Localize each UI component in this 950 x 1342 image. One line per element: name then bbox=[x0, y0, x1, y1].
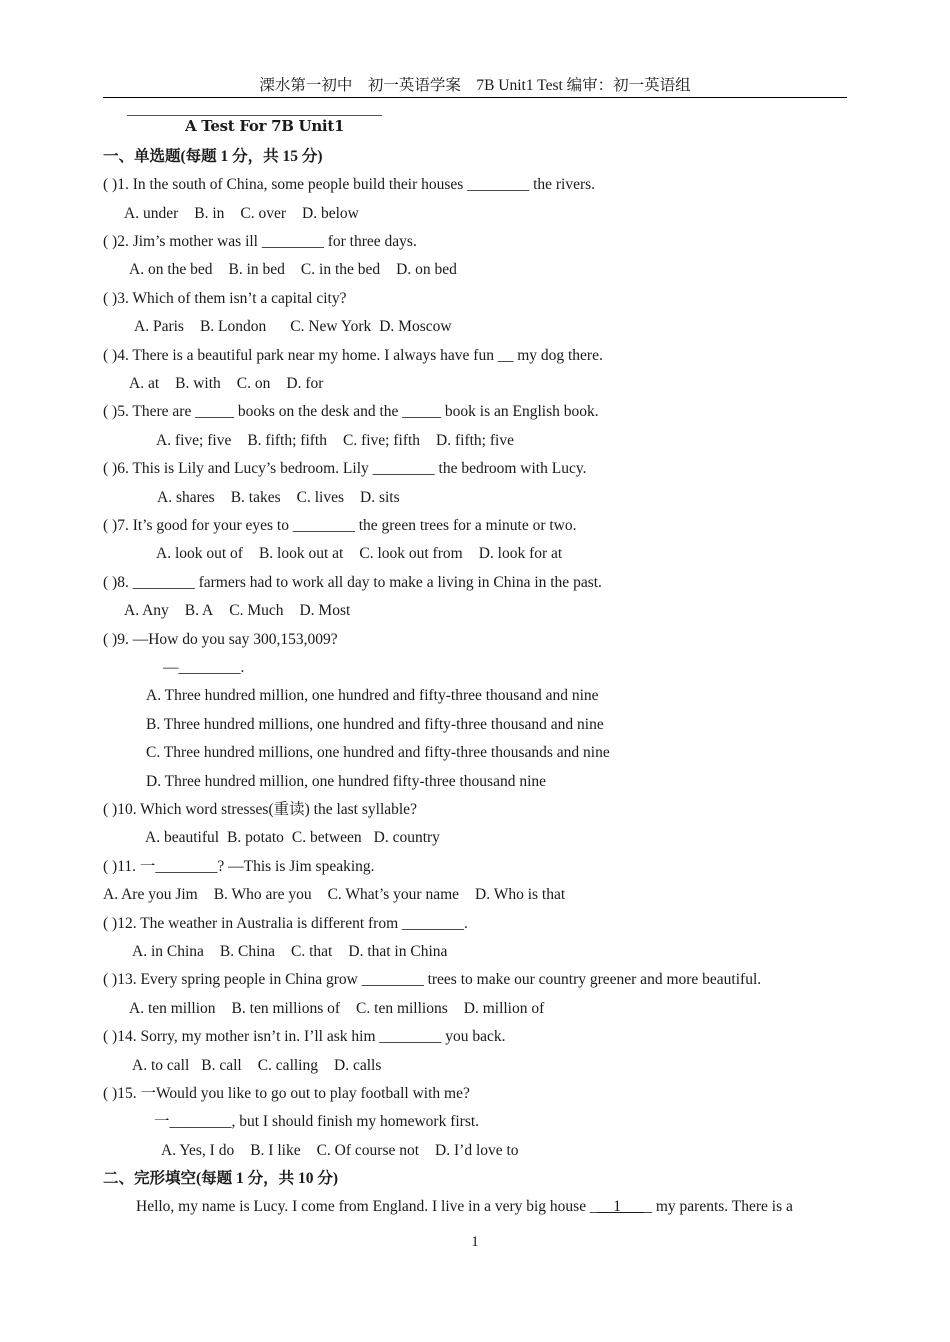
option-d: D. I’d love to bbox=[435, 1142, 519, 1159]
option-b: B. in bbox=[194, 205, 225, 222]
option-a: A. in China bbox=[132, 943, 204, 960]
option-a: A. Yes, I do bbox=[161, 1142, 235, 1159]
option-b: B. London bbox=[199, 318, 267, 335]
cloze-text-before: Hello, my name is Lucy. I come from England. I live in a very big house _ bbox=[136, 1198, 598, 1215]
question-14-options bbox=[132, 1056, 397, 1076]
option-d: D. below bbox=[302, 205, 359, 222]
question-9-response: —________. bbox=[163, 659, 245, 676]
option-b: B. A bbox=[184, 602, 214, 619]
option-c: C. that bbox=[291, 943, 333, 960]
question-13-options bbox=[129, 999, 560, 1019]
option-c: C. Much bbox=[229, 602, 284, 619]
option-d: D. on bed bbox=[396, 261, 457, 278]
question-4: ( )4. There is a beautiful park near my home. I always have fun __ my dog there. bbox=[103, 347, 603, 364]
question-6-options bbox=[157, 488, 416, 508]
option-b: B. takes bbox=[230, 489, 281, 506]
option-b: B. ten millions of bbox=[231, 1000, 341, 1017]
question-1: ( )1. In the south of China, some people build their houses ________ the rivers. bbox=[103, 176, 596, 193]
option-d: D. calls bbox=[334, 1057, 382, 1074]
question-2: ( )2. Jim’s mother was ill ________ for three days. bbox=[103, 233, 417, 250]
question-5-options bbox=[156, 431, 530, 451]
question-6: ( )6. This is Lily and Lucy’s bedroom. Lily ________ the bedroom with Lucy. bbox=[103, 460, 587, 477]
option-a: A. Are you Jim bbox=[103, 886, 198, 903]
question-15-response: 一________, but I should finish my homework first. bbox=[154, 1113, 480, 1130]
question-3: ( )3. Which of them isn’t a capital city? bbox=[103, 290, 347, 307]
option-a: A. shares bbox=[157, 489, 215, 506]
option-c: C. lives bbox=[296, 489, 344, 506]
option-d: D. country bbox=[373, 829, 440, 846]
option-a: A. under bbox=[124, 205, 179, 222]
option-d: D. for bbox=[286, 375, 324, 392]
option-c: C. five; fifth bbox=[342, 432, 421, 449]
option-c: C. between bbox=[291, 829, 362, 846]
option-c: C. ten millions bbox=[356, 1000, 448, 1017]
option-b: B. I like bbox=[250, 1142, 301, 1159]
option-b: B. China bbox=[219, 943, 276, 960]
cloze-blank-1: __1___ bbox=[597, 1198, 645, 1215]
question-12: ( )12. The weather in Australia is different from ________. bbox=[103, 915, 468, 932]
question-2-options bbox=[129, 260, 473, 280]
section-heading-cloze: 二、完形填空(每题 1 分，共 10 分) bbox=[103, 1170, 339, 1187]
option-d: D. million of bbox=[463, 1000, 545, 1017]
question-15: ( )15. 一Would you like to go out to play football with me? bbox=[103, 1085, 470, 1102]
question-7: ( )7. It’s good for your eyes to ________ the green trees for a minute or two. bbox=[103, 517, 577, 534]
question-8-options bbox=[124, 601, 366, 621]
option-c: C. over bbox=[240, 205, 287, 222]
option-a: A. Paris bbox=[134, 318, 184, 335]
option-b: B. look out at bbox=[258, 545, 344, 562]
page-header: 溧水第一初中 初一英语学案 7B Unit1 Test 编审：初一英语组 bbox=[259, 77, 691, 94]
option-c: C. on bbox=[236, 375, 271, 392]
option-d: D. look for at bbox=[478, 545, 563, 562]
option-b: B. call bbox=[201, 1057, 242, 1074]
option-b: B. with bbox=[175, 375, 221, 392]
page-number: 1 bbox=[471, 1234, 479, 1250]
option-b: B. fifth; fifth bbox=[247, 432, 327, 449]
option-a: A. five; five bbox=[156, 432, 232, 449]
option-a: A. beautiful bbox=[145, 829, 220, 846]
option-a: A. to call bbox=[132, 1057, 190, 1074]
question-10-options bbox=[145, 828, 456, 848]
option-c: C. Of course not bbox=[316, 1142, 420, 1159]
question-9-option-a: A. Three hundred million, one hundred and fifty-three thousand and nine bbox=[146, 687, 599, 704]
test-title: A Test For 7B Unit1 bbox=[185, 117, 345, 135]
question-9-option-c: C. Three hundred millions, one hundred and fifty-three thousands and nine bbox=[146, 744, 610, 761]
question-11: ( )11. 一________? —This is Jim speaking. bbox=[103, 858, 375, 875]
cloze-passage-line bbox=[136, 1197, 793, 1217]
question-11-options bbox=[103, 885, 581, 905]
question-9-option-b: B. Three hundred millions, one hundred and fifty-three thousand and nine bbox=[146, 716, 604, 733]
question-1-options bbox=[124, 204, 375, 224]
option-c: C. What’s your name bbox=[327, 886, 460, 903]
option-b: B. potato bbox=[227, 829, 284, 846]
question-14: ( )14. Sorry, my mother isn’t in. I’ll ask him ________ you back. bbox=[103, 1028, 506, 1045]
section-heading-single-choice: 一、单选题(每题 1 分，共 15 分) bbox=[103, 148, 323, 165]
question-9-option-d: D. Three hundred million, one hundred fifty-three thousand nine bbox=[146, 773, 547, 790]
option-d: D. sits bbox=[360, 489, 400, 506]
option-a: A. at bbox=[129, 375, 160, 392]
option-a: A. on the bed bbox=[129, 261, 213, 278]
option-d: D. Most bbox=[299, 602, 351, 619]
option-c: C. calling bbox=[257, 1057, 318, 1074]
option-a: A. look out of bbox=[156, 545, 243, 562]
question-15-options bbox=[161, 1141, 535, 1161]
option-c: C. look out from bbox=[359, 545, 463, 562]
question-9: ( )9. —How do you say 300,153,009? bbox=[103, 631, 338, 648]
question-5: ( )5. There are _____ books on the desk and the _____ book is an English book. bbox=[103, 403, 599, 420]
question-10: ( )10. Which word stresses(重读) the last syllable? bbox=[103, 801, 417, 818]
question-8: ( )8. ________ farmers had to work all day to make a living in China in the past. bbox=[103, 574, 602, 591]
option-c: C. in the bed bbox=[300, 261, 381, 278]
header-rule bbox=[103, 97, 847, 98]
question-13: ( )13. Every spring people in China grow ________ trees to make our country greener and more beautiful. bbox=[103, 971, 762, 988]
option-d: D. Moscow bbox=[379, 318, 452, 335]
title-rule bbox=[127, 115, 382, 116]
option-c: C. New York bbox=[290, 318, 372, 335]
cloze-text-after: _ my parents. There is a bbox=[644, 1198, 793, 1215]
option-d: D. Who is that bbox=[475, 886, 566, 903]
question-4-options bbox=[129, 374, 339, 394]
option-a: A. Any bbox=[124, 602, 169, 619]
option-b: B. Who are you bbox=[213, 886, 312, 903]
question-3-options bbox=[134, 317, 468, 337]
option-d: D. that in China bbox=[348, 943, 448, 960]
question-7-options bbox=[156, 544, 578, 564]
option-d: D. fifth; five bbox=[436, 432, 514, 449]
option-a: A. ten million bbox=[129, 1000, 216, 1017]
option-b: B. in bed bbox=[228, 261, 285, 278]
question-12-options bbox=[132, 942, 463, 962]
